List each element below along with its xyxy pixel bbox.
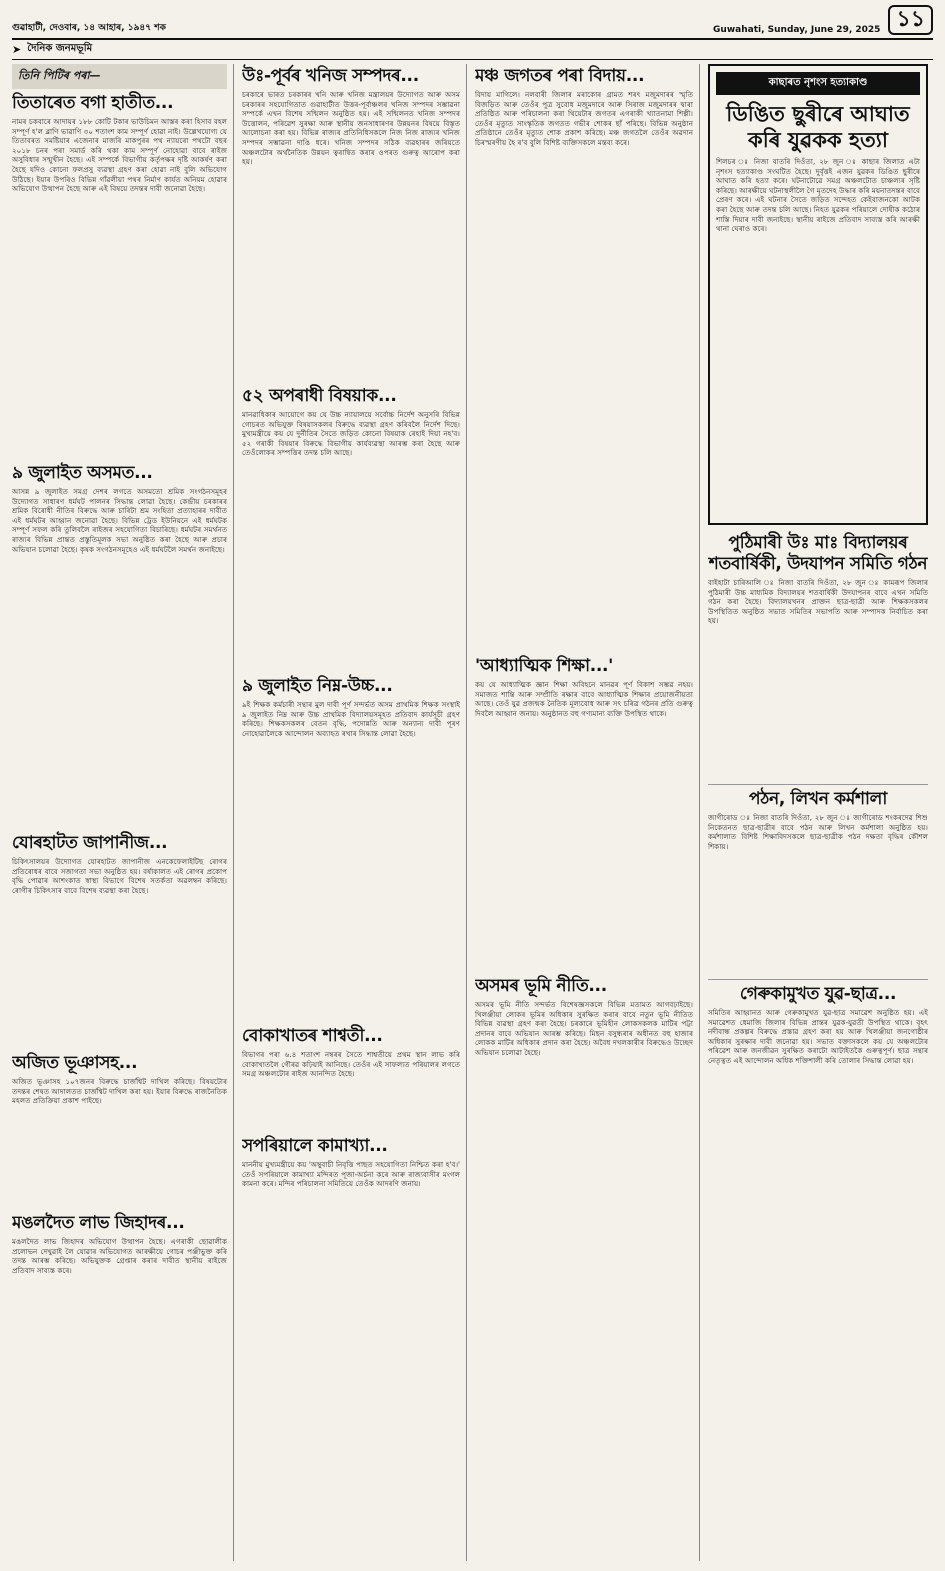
page-header: [12, 0, 933, 40]
masthead: [12, 40, 933, 60]
story-body: আসন্ন ৯ জুলাইত সমগ্ৰ দেশৰ লগতে অসমতো শ্ৰমিক সংগঠনসমূহৰ উদ্যোগত সাধাৰণ ধৰ্মঘট পালনৰ সিদ্ধান্ত লোৱা হৈছে। কেন্দ্ৰীয় চৰকাৰৰ শ্ৰমিক বিৰোধী নীতিৰ বিৰুদ্ধে আৰু চাৰিটা শ্ৰম সংহিতা প্ৰত্যাহাৰৰ দাবীত এই ধৰ্মঘটৰ আহ্বান জনোৱা হৈছে। বিভিন্ন ট্ৰেড ইউনিয়নে এই ধৰ্মঘটক সম্পূৰ্ণ সফল কৰি তুলিবলৈ ৰাইজৰ সহযোগিতা বিচাৰিছে। ধৰ্মঘটৰ সমৰ্থনত ৰাজ্যৰ বিভিন্ন প্ৰান্তত প্ৰস্তুতিমূলক সভা অনুষ্ঠিত কৰা হৈছে আৰু প্ৰচাৰ অভিযান চলোৱা হৈছে। কৃষক সংগঠনসমূহেও এই ধৰ্মঘটলৈ সমৰ্থন জনাইছে।: [12, 487, 227, 554]
column-3: [475, 64, 700, 1561]
lead-story-box: [708, 64, 928, 525]
headline: মঞ্চ জগতৰ পৰা বিদায়...: [475, 66, 645, 86]
headline: পঠন, লিখন কৰ্মশালা: [749, 789, 887, 809]
column-1: [12, 64, 234, 1561]
headline: তিতাৰেত বগা হাতীত...: [12, 93, 174, 113]
story-body: নামৰ চকবাৰে আদায়ৰ ১৮৮ কোটি টকাৰ ভাউচিমন আস্তৰ কৰা হিসাব বহল সম্পূৰ্ণ হ'ল ব্লাণি ভাৱাণি ৩০ শতাংশ কাম সম্পূৰ্ণ হোৱা নাই। উল্লেখযোগ্য যে তিতাবৰত সমষ্টিয়াৰ এজেনাৰ মাজৰি মাকপুৰৰ পথ ন্যায়ৰো পথটো বছৰ ২০১৮ চনৰ পৰা সমাৰ্ড কৰি থকা কাম সম্পূৰ্ণ নোহোৱা বাবে ৰাইজ অসুবিধাৰ সন্মুখীন হৈছে। এই সম্পৰ্কে বিভাগীয় কৰ্তৃপক্ষৰ দৃষ্টি আকৰ্ষণ কৰা হৈছে যদিও কোনো ফলপ্ৰসু ব্যৱস্থা গ্ৰহণ কৰা হোৱা নাই বুলি অভিযোগ উঠিছে। ইয়াৰ উপৰিও বিভিন্ন গাঁৱলীয়া পথৰ নিৰ্মাণ কাৰ্যত অনিয়ম হোৱাৰ অভিযোগ উত্থাপন হৈছে আৰু এই বিষয়ে তদন্তৰ দাবী জনোৱা হৈছে।: [12, 117, 227, 194]
headline: 'আধ্যাত্মিক শিক্ষা...': [475, 656, 614, 676]
story: [242, 1136, 460, 1420]
story: [242, 66, 460, 380]
column-4: [708, 64, 928, 1561]
headline: গেৰুকামুখত যুৱ-ছাত্ৰ...: [739, 984, 897, 1004]
lead-body: শিলচৰ ঃ নিজা বাতৰি দিওঁতা, ২৮ জুন ঃ কাছাৰ জিলাত এটা নৃশংস হত্যাকাণ্ড সংঘটিত হৈছে। দুৰ্বৃত্তই এজন যুৱকৰ ডিঙিত ছুৰীৰে আঘাত কৰি হত্যা কৰে। ঘটনাটোৱে সমগ্ৰ অঞ্চলটোত চাঞ্চল্যৰ সৃষ্টি কৰিছে। আৰক্ষীয়ে ঘটনাস্থলীলৈ গৈ মৃতদেহ উদ্ধাৰ কৰি ময়নাতদন্তৰ বাবে প্ৰেৰণ কৰে। এই ঘটনাৰ সৈতে জড়িত সন্দেহত কেইবাজনকো আটক কৰা হৈছে আৰু তদন্ত চলি আছে। নিহত যুৱকৰ পৰিয়ালে দোষীক কঠোৰ শাস্তি দিয়াৰ দাবী জনাইছে। স্থানীয় ৰাইজে প্ৰতিবাদ সাব্যস্ত কৰি আৰক্ষী থানা ঘেৰাও কৰে।: [716, 157, 920, 234]
headline: ৯ জুলাইত অসমত...: [12, 463, 153, 483]
story-body: অসমৰ ভূমি নীতি সন্দৰ্ভত বিশেষজ্ঞসকলে বিভিন্ন মতামত আগবঢ়াইছে। খিলঞ্জীয়া লোকৰ ভূমিৰ অধিকাৰ সুৰক্ষিত কৰাৰ বাবে নতুন ভূমি নীতিত বিভিন্ন ব্যৱস্থা গ্ৰহণ কৰা হৈছে। চৰকাৰে ভূমিহীন লোকসকলক মাটিৰ পট্টা প্ৰদানৰ বাবে অভিযান আৰম্ভ কৰিছে। মিছন বসুন্ধৰাৰ অধীনত বহু হাজাৰ লোকক মাটিৰ অধিকাৰ প্ৰদান কৰা হৈছে। অবৈধ দখলকাৰীৰ বিৰুদ্ধেও উচ্ছেদ অভিযান চলোৱা হৈছে।: [475, 1000, 693, 1057]
story: [708, 984, 928, 1328]
page-number: ১১: [888, 5, 933, 35]
header-right: [713, 5, 933, 35]
story: [242, 386, 460, 670]
headline: বোকাখাতৰ শাশ্বতী...: [242, 1026, 383, 1046]
story-body: অজিত ভূঞাসহ ১০৭জনৰ বিৰুদ্ধে চাৰ্জশ্বিট দাখিল কৰিছে। বিষয়টোৰ তদন্তৰ শেষত আদালতত চাৰ্জশ্বিট দাখিল কৰা হয়। ইয়াৰ বিৰুদ্ধে ৰাজনৈতিক মহলত প্ৰতিক্ৰিয়া প্ৰকাশ পাইছে।: [12, 1077, 227, 1106]
headline: পুঠিমাৰী উঃ মাঃ বিদ্যালয়ৰ শতবাৰ্ষিকী, উদযাপন সমিতি গঠন: [708, 533, 928, 574]
story-body: কয় যে আধ্যাত্মিক জ্ঞান শিক্ষা অবিহনে মানৱৰ পূৰ্ণ বিকাশ সম্ভৱ নহয়। সমাজত শান্তি আৰু সম্প্ৰীতি ৰক্ষাৰ বাবে আধ্যাত্মিক শিক্ষাৰ প্ৰয়োজনীয়তা আছে। তেওঁ যুৱ প্ৰজন্মক নৈতিক মূল্যবোধ আৰু সৎ চৰিত্ৰ গঠনৰ প্ৰতি গুৰুত্ব দিবলৈ আহ্বান জনায়। অনুষ্ঠানত বহু গণ্যমান্য ব্যক্তি উপস্থিত থাকে।: [475, 680, 693, 718]
headline: ৯ জুলাইত নিম্ন-উচ্চ...: [242, 676, 393, 696]
story-body: চিকিৎসালয়ৰ উদ্যোগত যোৰহাটত জাপানীজ এনকেফেলাইটিছ ৰোগৰ প্ৰতিৰোধৰ বাবে সজাগতা সভা অনুষ্ঠিত হয়। বৰ্ষাকালত এই ৰোগৰ প্ৰকোপ বৃদ্ধি পোৱাৰ আশংকাত স্বাস্থ্য বিভাগে বিশেষ সতৰ্কতা অৱলম্বন কৰিছে। ৰোগীৰ চিকিৎসাৰ বাবে বিশেষ ব্যৱস্থা কৰা হৈছে।: [12, 857, 227, 895]
kicker: কাছাৰত নৃশংস হত্যাকাণ্ড: [716, 72, 920, 95]
story: [242, 676, 460, 1020]
story-body: জাগীৰোড ঃ নিজা বাতৰি দিওঁতা, ২৮ জুন ঃ জাগীৰোড শংকৰদেৱ শিশু নিকেতনত ছাত্ৰ-ছাত্ৰীৰ বাবে পঠন আৰু লিখন কৰ্মশালা অনুষ্ঠিত হয়। কৰ্মশালাত বিশিষ্ট শিক্ষাবিদসকলে ছাত্ৰ-ছাত্ৰীক পঠন দক্ষতা বৃদ্ধিৰ কৌশল শিকায়।: [708, 813, 928, 851]
arrow-icon: ➤: [12, 43, 22, 56]
story-body: সমিতিৰ আহ্বানত আৰু গেৰুকামুখত যুৱ-ছাত্ৰ সমাৱেশ অনুষ্ঠিত হয়। এই সমাৱেশত ধেমাজি জিলাৰ বিভিন্ন প্ৰান্তৰ যুৱক-যুৱতী উপস্থিত থাকে। বৃহৎ নদীবান্ধ প্ৰকল্পৰ বিৰুদ্ধে প্ৰস্তাৱ গ্ৰহণ কৰা হয় আৰু খিলঞ্জীয়া জনগোষ্ঠীৰ অধিকাৰ সুৰক্ষাৰ দাবী জনোৱা হয়। সভাত বক্তাসকলে কয় যে অঞ্চলটোৰ পৰিৱেশ আৰু জনজীৱন সুৰক্ষিত কৰাটো আটাইতকৈ গুৰুত্বপূৰ্ণ। ছাত্ৰ সন্থাৰ নেতৃত্বত এই আন্দোলন অধিক শক্তিশালী কৰি তোলাৰ সিদ্ধান্ত লোৱা হয়।: [708, 1008, 928, 1065]
headline: যোৰহাটত জাপানীজ...: [12, 833, 168, 853]
story-body: ৯ই শিক্ষক কৰ্মচাৰী সন্থাৰ মুল দাবী পূৰ্ণ সন্দৰ্ভত অসম প্ৰাথমিক শিক্ষক সংস্থাই ৯ জুলাইত নিম্ন আৰু উচ্চ প্ৰাথমিক বিদ্যালয়সমূহত প্ৰতিবাদ কাৰ্যসূচী গ্ৰহণ কৰিছে। শিক্ষকসকলৰ বেতন বৃদ্ধি, পদোন্নতি আৰু অন্যান্য দাবী পূৰণ নোহোৱালৈকে আন্দোলন অব্যাহত ৰখাৰ সিদ্ধান্ত লোৱা হৈছে।: [242, 700, 460, 738]
section-tag: তিনি পিটিৰ পৰা—: [12, 64, 227, 89]
lead-headline: ডিঙিত ছুৰীৰে আঘাত কৰি যুৱকক হত্যা: [726, 102, 910, 152]
story-body: বিভাগৰ পৰা ৬.৪ শতাংশ নম্বৰৰ সৈতে শাশ্বতীয়ে প্ৰথম স্থান লাভ কৰি বোকাখাতলৈ গৌৰৱ কঢ়িয়াই আনিছে। তেওঁৰ এই সাফল্যত পৰিয়ালৰ লগতে সমগ্ৰ অঞ্চলটোৰ ৰাইজ আনন্দিত হৈছে।: [242, 1050, 460, 1079]
headline: মঙলদৈত লাভ জিহাদৰ...: [12, 1213, 185, 1233]
divider: [708, 784, 928, 785]
story: [12, 463, 227, 827]
story: [708, 789, 928, 973]
headline: সপৰিয়ালে কামাখ্যা...: [242, 1136, 388, 1156]
headline: ৫২ অপৰাধী বিষয়াক...: [242, 386, 397, 406]
story: [475, 656, 693, 970]
column-2: [242, 64, 467, 1561]
story: [12, 93, 227, 457]
story: [12, 1213, 227, 1457]
story: [708, 533, 928, 778]
divider: [708, 979, 928, 980]
story-body: মাননীয় মুখ্যমন্ত্ৰীয়ে কয় 'অম্বুবাচী নিবৃত্তি পাছত সহযোগিতা নিশ্চিত কৰা হ'ব।' তেওঁ সপৰিয়ালে কামাখ্যা মন্দিৰত পূজা-অৰ্চনা কৰে আৰু ৰাজ্যবাসীৰ মংগল কামনা কৰে। মন্দিৰ পৰিচালনা সমিতিয়ে তেওঁক আদৰণি জনায়।: [242, 1160, 460, 1189]
columns: [12, 64, 933, 1561]
story-body: বাইহাটা চাৰিআলি ঃ নিজা বাতৰি দিওঁতা, ২৮ জুন ঃ কামৰূপ জিলাৰ পুঠিমাৰী উচ্চ মাধ্যমিক বিদ্যালয়ৰ শতবাৰ্ষিকী উদযাপনৰ বাবে এখন সমিতি গঠন কৰা হৈছে। বিদ্যালয়খনৰ প্ৰাক্তন ছাত্ৰ-ছাত্ৰী আৰু শিক্ষকসকলৰ উপস্থিতিত অনুষ্ঠিত সভাত সমিতিৰ সভাপতি আৰু সম্পাদক নিৰ্বাচিত কৰা হয়।: [708, 578, 928, 626]
story-body: মানৱাধিকাৰ আয়োগে কয় যে উচ্চ ন্যায়ালয়ে সৰ্বোচ্চ নিৰ্দেশ অনুসৰি বিভিন্ন গোচৰত অভিযুক্ত বিষয়াসকলৰ বিৰুদ্ধে ব্যৱস্থা গ্ৰহণ কৰিবলৈ নিৰ্দেশ দিছে। মুখ্যমন্ত্ৰীয়ে কয় যে দুৰ্নীতিৰ সৈতে জড়িত কোনো বিষয়াক ৰেহাই দিয়া নহ'ব। ৫২ গৰাকী বিষয়াৰ বিৰুদ্ধে বিভাগীয় কাৰ্যব্যৱস্থা আৰম্ভ কৰা হৈছে আৰু তেওঁলোকৰ সম্পত্তিৰ তদন্ত চলি আছে।: [242, 410, 460, 458]
date-line-assamese: গুৱাহাটী, দেওবাৰ, ১৪ আহাৰ, ১৯৪৭ শক: [12, 23, 166, 33]
newspaper-name: দৈনিক জনমভূমি: [27, 43, 93, 54]
date-line-english: Guwahati, Sunday, June 29, 2025: [713, 25, 881, 35]
headline: উঃ-পূৰ্বৰ খনিজ সম্পদৰ...: [242, 66, 419, 86]
story-body: চৰকাৰে ভাৰত চৰকাৰৰ খনি আৰু খনিজ মন্ত্ৰালয়ৰ উদ্যোগত আৰু অসম চৰকাৰৰ সহযোগিতাত গুৱাহাটীত উত্তৰ-পূৰ্বাঞ্চলৰ খনিজ সম্পদৰ সম্ভাৱনা সম্পৰ্কে এখন বিশেষ সন্মিলন অনুষ্ঠিত হয়। এই সন্মিলনত খনিজ সম্পদৰ উত্তোলন, পৰিৱেশ সুৰক্ষা আৰু স্থানীয় জনসাধাৰণৰ উন্নয়নৰ বিষয়ে বিস্তৃত আলোচনা কৰা হয়। বিভিন্ন ৰাজ্যৰ প্ৰতিনিধিসকলে নিজ নিজ ৰাজ্যৰ খনিজ সম্পদৰ সম্ভাৱনা দাঙি ধৰে। খনিজ সম্পদৰ সঠিক ব্যৱহাৰৰ জৰিয়তে অঞ্চলটোৰ অৰ্থনৈতিক উন্নয়ন ত্বৰান্বিত কৰাৰ ওপৰত গুৰুত্ব আৰোপ কৰা হয়।: [242, 90, 460, 167]
story: [475, 66, 693, 650]
story: [475, 976, 693, 1520]
story: [242, 1026, 460, 1130]
story-body: মঙলদৈত লাভ জিহাদৰ অভিযোগ উত্থাপন হৈছে। এগৰাকী ছোৱালীক প্ৰলোভন দেখুৱাই লৈ যোৱাৰ অভিযোগত আৰক্ষীয়ে গোচৰ পঞ্জীভুক্ত কৰি তদন্ত আৰম্ভ কৰিছে। অভিযুক্তক গ্ৰেপ্তাৰ কৰাৰ দাবীত স্থানীয় ৰাইজে প্ৰতিবাদ সাব্যস্ত কৰে।: [12, 1237, 227, 1275]
story-body: বিদায় মাগিলে। নলবাৰী জিলাৰ মৰাকোৰ গ্ৰামত শৰৎ মজুমদাৰৰ স্মৃতি বিজড়িত আৰু তেওঁৰ পুত্ৰ সুবোধ মজুমদাৰে আৰু সিৰাজ মজুমদাৰৰ দ্বাৰা প্ৰতিষ্ঠিত আৰু পৰিচালনা কৰা থিয়েটাৰ জগতৰ এগৰাকী খ্যাতনামা শিল্পী। তেওঁৰ মৃত্যুত সাংস্কৃতিক জগতত গভীৰ শোকৰ ছাঁ পৰিছে। বিভিন্ন অনুষ্ঠান প্ৰতিষ্ঠানে তেওঁৰ মৃত্যুত শোক প্ৰকাশ কৰিছে। মঞ্চ জগতলৈ তেওঁৰ অৱদান চিৰস্মৰণীয় হৈ ৰ'ব বুলি বিশিষ্ট ব্যক্তিসকলে মন্তব্য কৰে।: [475, 90, 693, 147]
story: [12, 833, 227, 1047]
headline: অসমৰ ভূমি নীতি...: [475, 976, 607, 996]
story: [12, 1053, 227, 1207]
headline: অজিত ভূঞাসহ...: [12, 1053, 138, 1073]
